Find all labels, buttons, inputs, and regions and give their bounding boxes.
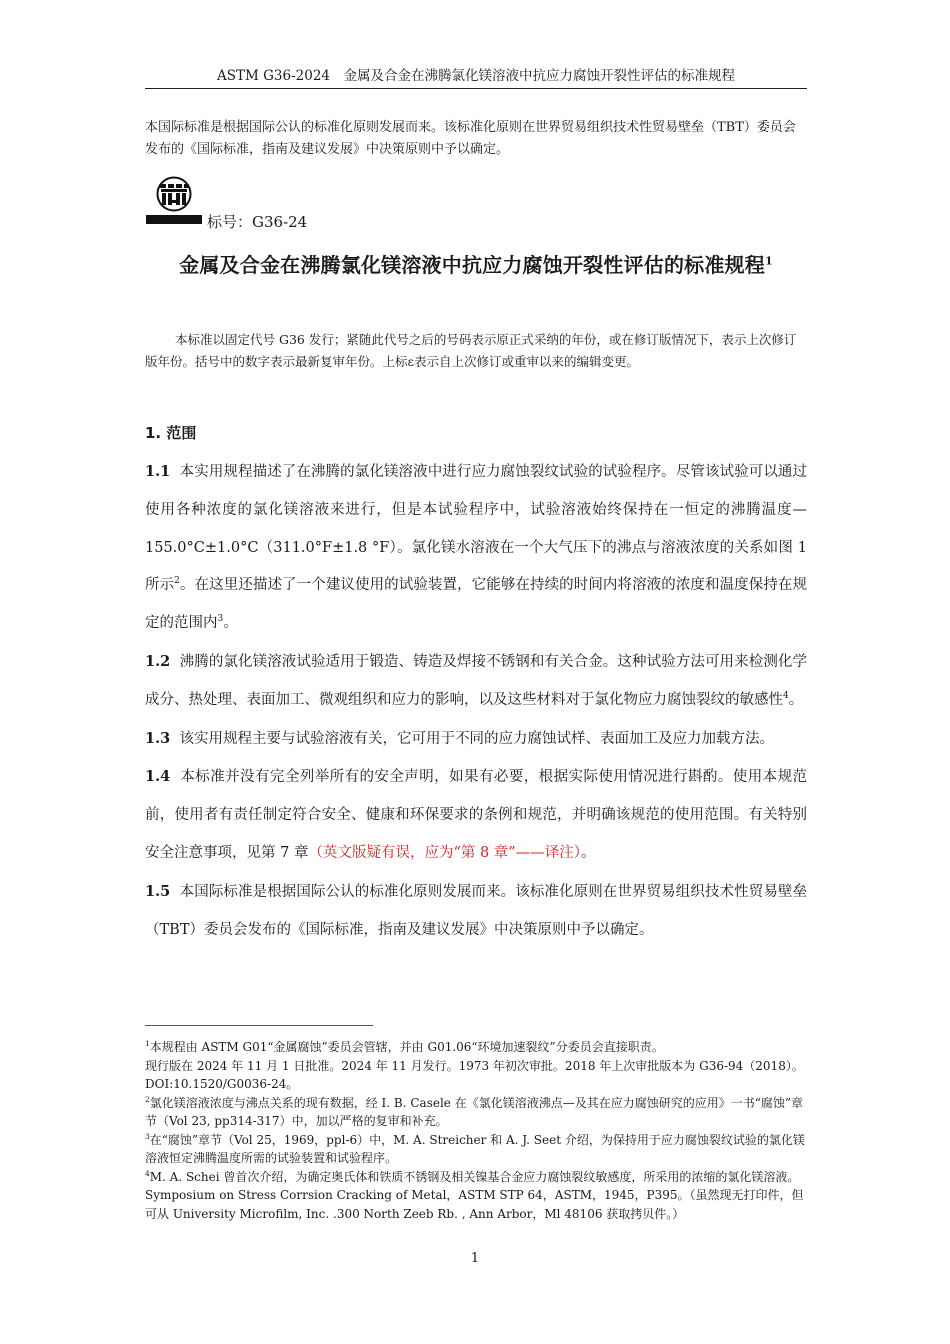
header-rule	[145, 88, 807, 89]
section-body	[145, 453, 807, 949]
title-text: 金属及合金在沸腾氯化镁溶液中抗应力腐蚀开裂性评估的标准规程	[179, 253, 765, 277]
designation-note-text: 本标准以固定代号 G36 发行；紧随此代号之后的号码表示原正式采纳的年份，或在修订版情况下，表示上次修订版年份。括号中的数字表示最新复审年份。上标ε表示自上次修订或重审以来的编辑变更。	[145, 332, 797, 369]
footnote-3	[145, 1131, 809, 1168]
clause-text: 。	[223, 615, 238, 632]
footnote-ref-4: 4	[783, 690, 789, 701]
clause-text: 本标准并没有完全列举所有的安全声明，如果有必要，根据实际使用情况进行斟酌。使用本规范前，使用者有责任制定符合安全、健康和环保要求的条例和规范，并明确该规范的使用范围。有关特别安全注意事项，见第 7 章	[145, 769, 808, 861]
footnote-rule	[145, 1025, 373, 1026]
footnote-text: M. A. Schei 曾首次介绍，为确定奥氏体和铁质不锈钢及相关镍基合金应力腐蚀裂纹敏感度，所采用的浓缩的氯化镁溶液。Symposium on Stress Corrsion Cracking of Metal，ASTM STP 64，ASTM，1945，P395。（虽然现无打印件，但可从 University Microfilm, Inc. .300 North Zeeb Rb. , Ann Arbor，Ml 48106 获取拷贝件。）	[145, 1169, 804, 1221]
footnote-mark: 3	[145, 1131, 150, 1141]
footnote-text: 氯化镁溶液浓度与沸点关系的现有数据，经 I. B. Casele 在《氯化镁溶液沸点—及其在应力腐蚀研究的应用》一书“腐蚀”章节（Vol 23, pp314-317）中，加以严格的复审和补充。	[145, 1095, 803, 1128]
clause-number: 1.1	[145, 463, 171, 480]
clause-text: 。	[788, 691, 804, 708]
page-number: 1	[470, 1251, 480, 1266]
designation: 标号：G36-24	[207, 213, 308, 231]
clause-number: 1.4	[145, 768, 171, 786]
logo-wordmark	[146, 215, 202, 224]
clause-number: 1.3	[145, 729, 171, 747]
footnote-mark: 4	[145, 1168, 150, 1178]
footnote-1	[145, 1038, 809, 1057]
footnote-1-cont	[145, 1057, 809, 1094]
clause-1-5	[145, 873, 807, 950]
clause-1-1	[145, 453, 807, 643]
translator-note: （英文版疑有误，应为“第 8 章”——译注）	[308, 844, 581, 861]
title-footnote-mark: 1	[764, 254, 773, 268]
clause-1-2	[145, 643, 807, 720]
footnote-ref-2: 2	[174, 576, 180, 587]
footnote-2	[145, 1094, 809, 1131]
footnote-text: 在“腐蚀”章节（Vol 25，1969，ppl-6）中，M. A. Streicher 和 A. J. Seet 介绍，为保持用于应力腐蚀裂纹试验的氯化镁溶液恒定沸腾温度所需的试验装置和试验程序。	[145, 1132, 805, 1165]
section-heading-scope: 1. 范围	[145, 424, 197, 442]
footnote-ref-3: 3	[217, 614, 224, 625]
footnote-4	[145, 1168, 809, 1224]
footnote-text: 本规程由 ASTM G01“金属腐蚀”委员会管辖，并由 G01.06“环境加速裂纹”分委员会直接职责。	[149, 1040, 664, 1054]
footnote-mark: 2	[145, 1094, 150, 1104]
footnote-text: 现行版在 2024 年 11 月 1 日批准。2024 年 11 月发行。1973 年初次审批。2018 年上次审批版本为 G36-94（2018）。DOI:10.1520/G0036-24。	[145, 1058, 804, 1091]
intro-paragraph	[145, 117, 807, 161]
clause-1-4	[145, 758, 807, 872]
document-title	[145, 250, 807, 280]
designation-note	[145, 329, 807, 373]
clause-text: 该实用规程主要与试验溶液有关，它可用于不同的应力腐蚀试样、表面加工及应力加载方法。	[179, 730, 774, 747]
clause-text: 本国际标准是根据国际公认的标准化原则发展而来。该标准化原则在世界贸易组织技术性贸易壁垒（TBT）委员会发布的《国际标准，指南及建议发展》中决策原则中予以确定。	[145, 883, 807, 938]
running-header: ASTM G36-2024 金属及合金在沸腾氯化镁溶液中抗应力腐蚀开裂性评估的标准规程	[217, 68, 735, 84]
clause-text: 本实用规程描述了在沸腾的氯化镁溶液中进行应力腐蚀裂纹试验的试验程序。尽管该试验可以通过使用各种浓度的氯化镁溶液来进行，但是本试验程序中，试验溶液始终保持在一恒定的沸腾温度—155.0°C±1.0°C（311.0°F±1.8 °F）。氯化镁水溶液在一个大气压下的沸点与溶液浓度的关系如图 1 所示	[145, 464, 807, 594]
astm-international-logo	[145, 176, 203, 226]
clause-text: 。在这里还描述了一个建议使用的试验装置，它能够在持续的时间内将溶液的浓度和温度保持在规定的范围内	[145, 577, 807, 632]
clause-number: 1.2	[145, 652, 171, 670]
clause-number: 1.5	[145, 882, 171, 900]
clause-text: 。	[580, 844, 596, 861]
intro-text: 本国际标准是根据国际公认的标准化原则发展而来。该标准化原则在世界贸易组织技术性贸易壁垒（TBT）委员会发布的《国际标准，指南及建议发展》中决策原则中予以确定。	[145, 120, 796, 157]
clause-1-3	[145, 720, 807, 759]
clause-text: 沸腾的氯化镁溶液试验适用于锻造、铸造及焊接不锈钢和有关合金。这种试验方法可用来检测化学成分、热处理、表面加工、微观组织和应力的影响，以及这些材料对于氯化物应力腐蚀裂纹的敏感性	[145, 653, 807, 708]
footnote-mark: 1	[145, 1039, 150, 1048]
footnotes	[145, 1038, 809, 1223]
